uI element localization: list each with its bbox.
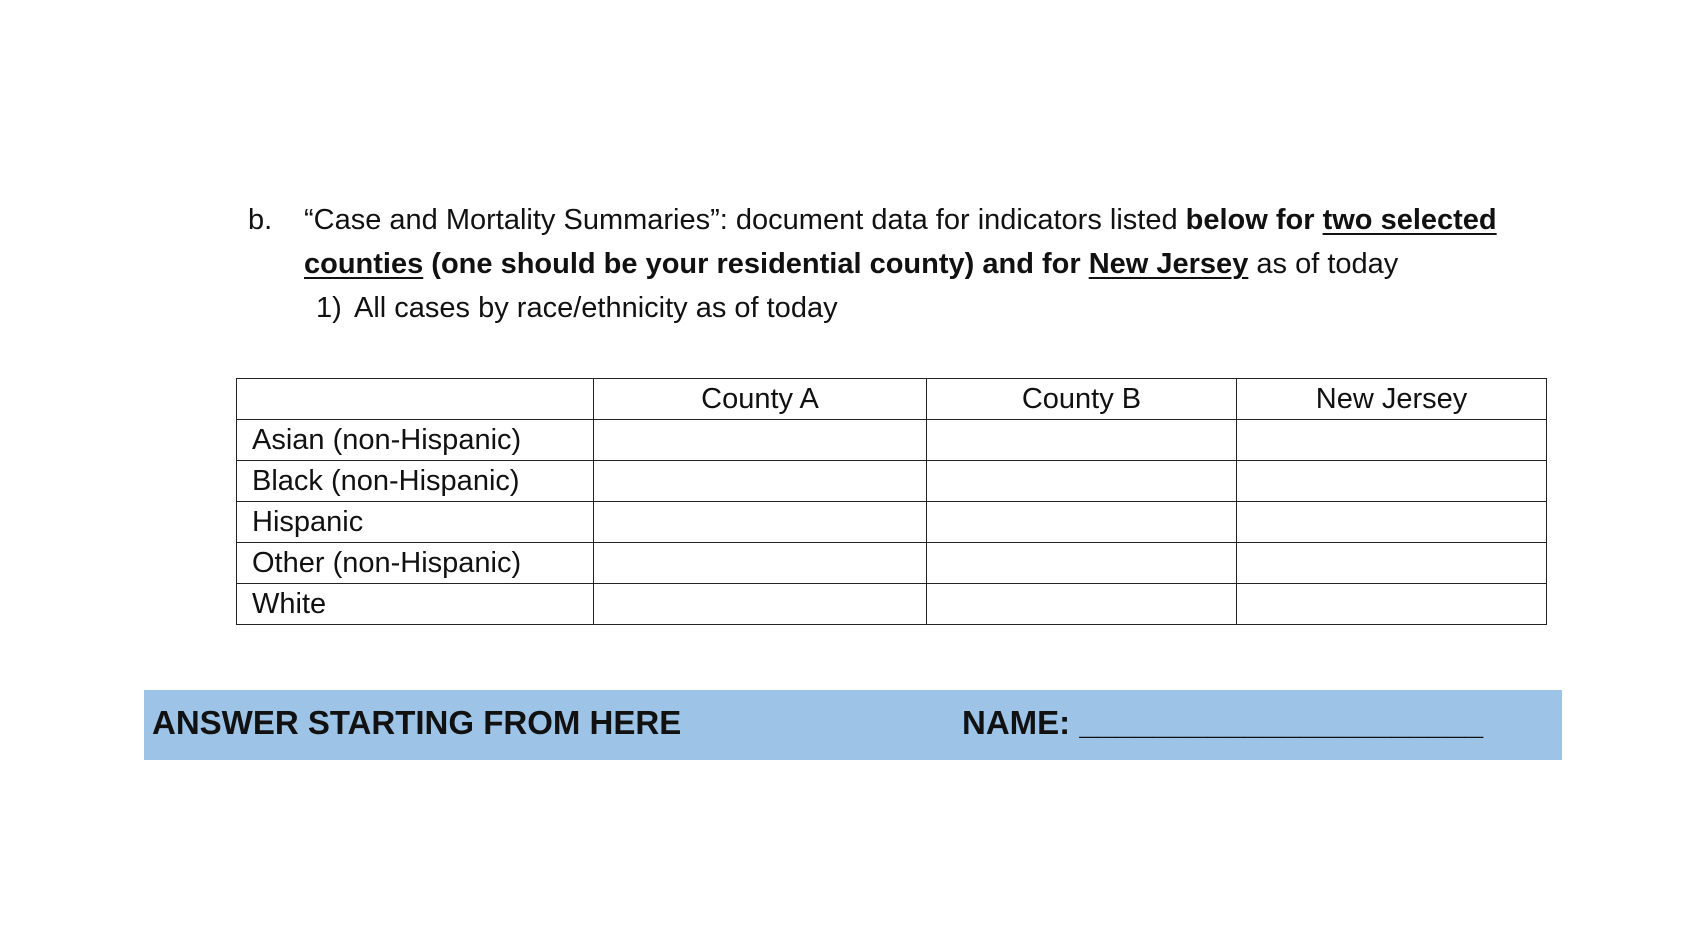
- header-county-b: County B: [927, 379, 1237, 420]
- cell-hispanic-county-a[interactable]: [594, 502, 927, 543]
- cell-black-new-jersey[interactable]: [1237, 461, 1547, 502]
- cell-other-county-b[interactable]: [927, 543, 1237, 584]
- name-field-label: NAME: ______________________: [962, 704, 1484, 741]
- header-new-jersey: New Jersey: [1237, 379, 1547, 420]
- instruction-two-counties: two selected counties: [304, 204, 1497, 280]
- cell-asian-new-jersey[interactable]: [1237, 420, 1547, 461]
- table-row: [237, 461, 1547, 502]
- cell-white-new-jersey[interactable]: [1237, 584, 1547, 625]
- race-ethnicity-table: [236, 378, 1547, 625]
- cell-asian-county-a[interactable]: [594, 420, 927, 461]
- sub-list-text: All cases by race/ethnicity as of today: [354, 292, 838, 324]
- cell-black-county-b[interactable]: [927, 461, 1237, 502]
- instruction-new-jersey: New Jersey: [1088, 248, 1249, 280]
- table-row: [237, 420, 1547, 461]
- cell-white-county-b[interactable]: [927, 584, 1237, 625]
- instruction-text-end: as of today: [1248, 248, 1399, 280]
- table-header-row: [237, 379, 1547, 420]
- instruction-text-1: “Case and Mortality Summaries”: document data for indicators listed: [304, 204, 1186, 236]
- row-label-black: Black (non-Hispanic): [237, 461, 594, 502]
- header-county-a: County A: [594, 379, 927, 420]
- sub-list-marker: 1): [316, 292, 342, 324]
- list-marker-b: b.: [248, 204, 273, 236]
- cell-black-county-a[interactable]: [594, 461, 927, 502]
- list-item-b: [248, 198, 1548, 286]
- table-row: [237, 543, 1547, 584]
- cell-hispanic-new-jersey[interactable]: [1237, 502, 1547, 543]
- cell-hispanic-county-b[interactable]: [927, 502, 1237, 543]
- row-label-other: Other (non-Hispanic): [237, 543, 594, 584]
- cell-other-county-a[interactable]: [594, 543, 927, 584]
- row-label-asian: Asian (non-Hispanic): [237, 420, 594, 461]
- cell-other-new-jersey[interactable]: [1237, 543, 1547, 584]
- header-empty-cell: [237, 379, 594, 420]
- sub-list-item-1: [316, 286, 1548, 330]
- row-label-white: White: [237, 584, 594, 625]
- table-row: [237, 502, 1547, 543]
- cell-asian-county-b[interactable]: [927, 420, 1237, 461]
- cell-white-county-a[interactable]: [594, 584, 927, 625]
- instruction-text-bold-2: (one should be your residential county) and for: [423, 248, 1089, 280]
- answer-banner: [144, 690, 1562, 760]
- answer-start-label: ANSWER STARTING FROM HERE: [152, 704, 682, 741]
- row-label-hispanic: Hispanic: [237, 502, 594, 543]
- instructions-block: [248, 198, 1548, 330]
- instruction-text-bold-1: below for: [1185, 204, 1323, 236]
- table-row: [237, 584, 1547, 625]
